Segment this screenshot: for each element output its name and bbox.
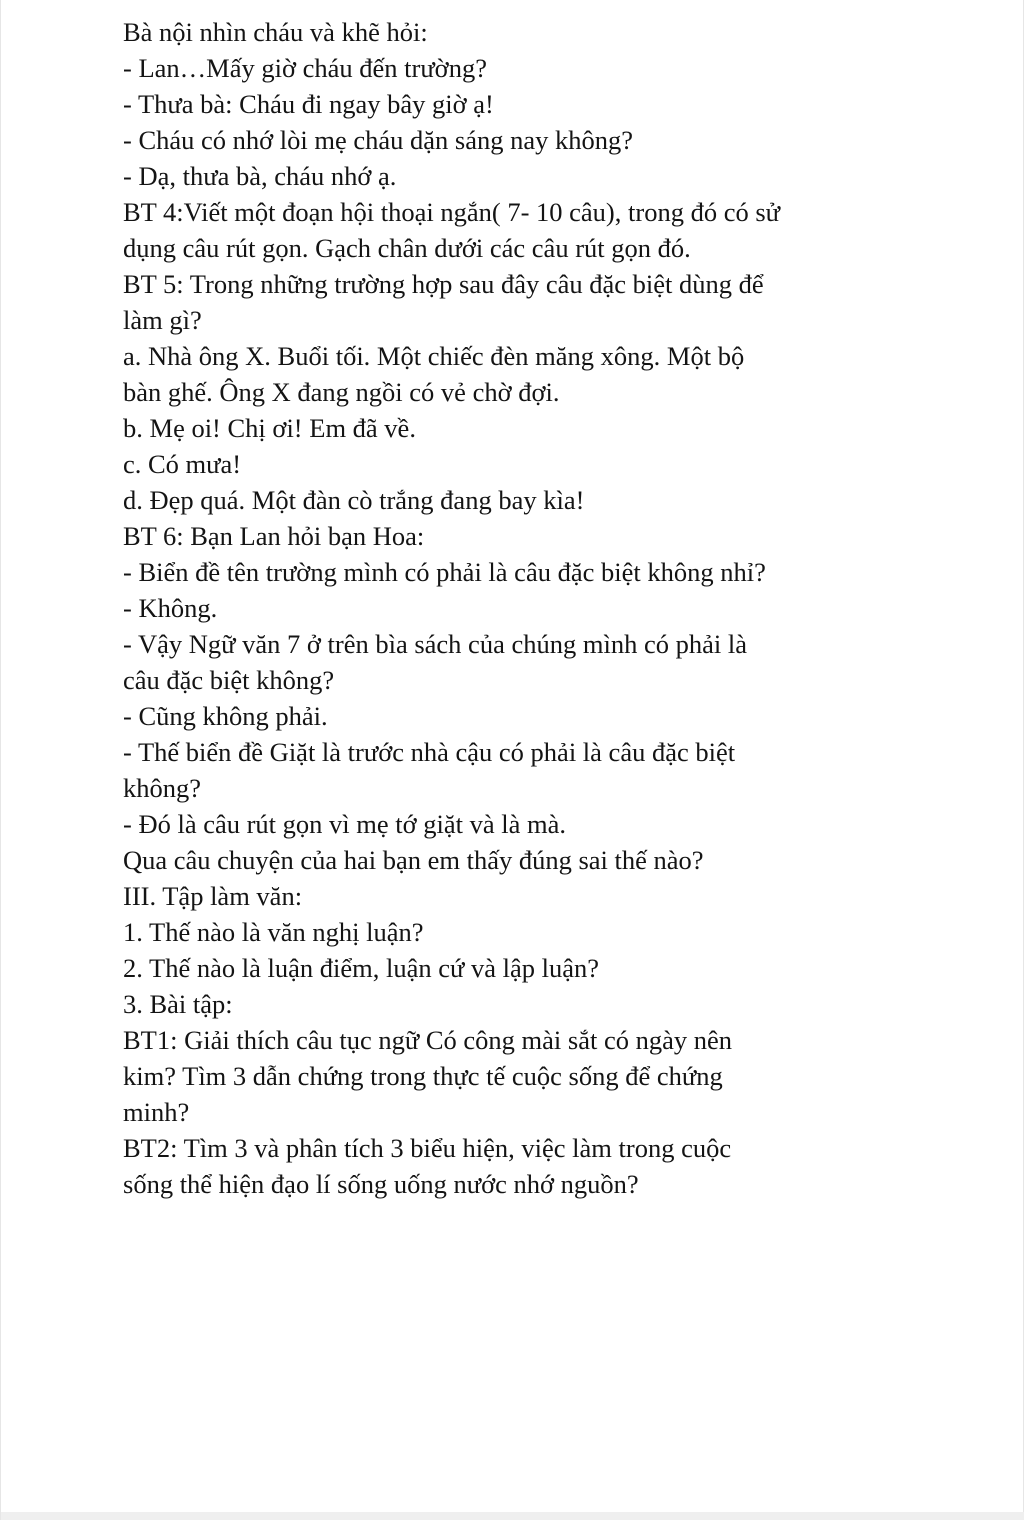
text-line: Qua câu chuyện của hai bạn em thấy đúng sai thế nào? xyxy=(123,845,704,875)
text-line: a. Nhà ông X. Buổi tối. Một chiếc đèn măng xông. Một bộ xyxy=(123,341,745,371)
text-line: không? xyxy=(123,773,202,803)
text-line: - Không. xyxy=(123,593,218,623)
document-text xyxy=(123,14,923,1202)
text-line: - Biển đề tên trường mình có phải là câu đặc biệt không nhỉ? xyxy=(123,557,766,587)
text-line: sống thể hiện đạo lí sống uống nước nhớ nguồn? xyxy=(123,1169,639,1199)
text-line: d. Đẹp quá. Một đàn cò trắng đang bay kìa! xyxy=(123,485,585,515)
text-line: BT2: Tìm 3 và phân tích 3 biểu hiện, việc làm trong cuộc xyxy=(123,1133,732,1163)
text-line: BT1: Giải thích câu tục ngữ Có công mài sắt có ngày nên xyxy=(123,1025,732,1055)
text-line: BT 6: Bạn Lan hỏi bạn Hoa: xyxy=(123,521,425,551)
text-line: BT 4:Viết một đoạn hội thoại ngắn( 7- 10 câu), trong đó có sử xyxy=(123,197,781,227)
text-line: - Lan…Mấy giờ cháu đến trường? xyxy=(123,53,487,83)
text-line: - Thế biển đề Giặt là trước nhà cậu có phải là câu đặc biệt xyxy=(123,737,736,767)
text-line: - Dạ, thưa bà, cháu nhớ ạ. xyxy=(123,161,397,191)
text-line: - Vậy Ngữ văn 7 ở trên bìa sách của chúng mình có phải là xyxy=(123,629,747,659)
text-line: Bà nội nhìn cháu và khẽ hỏi: xyxy=(123,17,428,47)
bottom-edge xyxy=(1,1512,1024,1520)
text-line: 1. Thế nào là văn nghị luận? xyxy=(123,917,424,947)
text-line: 2. Thế nào là luận điểm, luận cứ và lập luận? xyxy=(123,953,599,983)
text-line: câu đặc biệt không? xyxy=(123,665,335,695)
text-line: minh? xyxy=(123,1097,190,1127)
text-line: - Đó là câu rút gọn vì mẹ tớ giặt và là mà. xyxy=(123,809,567,839)
text-line: - Cháu có nhớ lòi mẹ cháu dặn sáng nay không? xyxy=(123,125,634,155)
text-line: c. Có mưa! xyxy=(123,449,242,479)
text-line: - Cũng không phải. xyxy=(123,701,328,731)
text-line: b. Mẹ oi! Chị ơi! Em đã về. xyxy=(123,413,416,443)
text-line: làm gì? xyxy=(123,305,202,335)
text-line: - Thưa bà: Cháu đi ngay bây giờ ạ! xyxy=(123,89,494,119)
text-line: kim? Tìm 3 dẫn chứng trong thực tế cuộc sống để chứng xyxy=(123,1061,723,1091)
text-line: BT 5: Trong những trường hợp sau đây câu đặc biệt dùng để xyxy=(123,269,764,299)
text-line: 3. Bài tập: xyxy=(123,989,233,1019)
text-line: dụng câu rút gọn. Gạch chân dưới các câu rút gọn đó. xyxy=(123,233,691,263)
text-line: bàn ghế. Ông X đang ngồi có vẻ chờ đợi. xyxy=(123,377,560,407)
text-line: III. Tập làm văn: xyxy=(123,881,303,911)
